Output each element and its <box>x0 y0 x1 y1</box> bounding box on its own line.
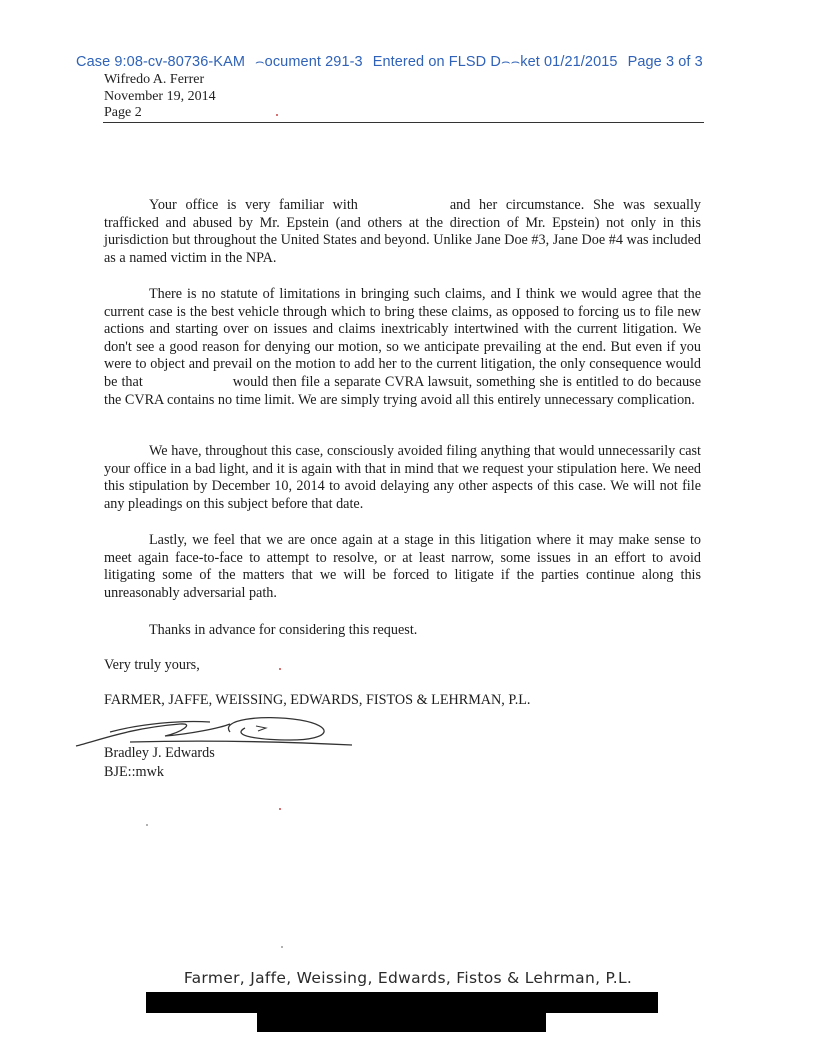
paragraph-2-start: There is no statute of limitations in bringing such claims, and I think we would agree that the current case is the best vehicle through which to bring these claims, as opposed to forcing us to file new actions and starting over on issues and claims inextricably intertwined with the current litigation. We don't see a good reason for denying our motion, so we anticipate prevailing at the end. But even if you were to object and prevail on the motion to add her to the current litigation, the only consequence would be that <box>104 286 701 390</box>
paragraph-5 <box>104 622 701 640</box>
paragraph-1-start: Your office is very familiar with <box>149 197 358 213</box>
stamp-case-number: Case 9:08-cv-80736-KAM <box>76 54 246 70</box>
redaction-bar <box>146 992 658 1013</box>
paragraph-2-rest: would then file a separate CVRA lawsuit, something she is entitled to do because the CVRA contains no time limit. We are simply trying avoid all this entirely unnecessary complication. <box>104 373 702 408</box>
scan-speck <box>281 946 283 948</box>
stamp-page-number: Page 3 of 3 <box>627 54 703 70</box>
paragraph-4 <box>104 532 701 602</box>
firm-name: FARMER, JAFFE, WEISSING, EDWARDS, FISTOS & LEHRMAN, P.L. <box>104 692 531 708</box>
typist-initials: BJE::mwk <box>104 764 164 780</box>
paragraph-4-text: Lastly, we feel that we are once again at a stage in this litigation where it may make sense to meet again face-to-face to attempt to resolve, or at least narrow, some issues in an effort to avoid litigating some of the matters that we will be forced to litigate if the parties continue along this unreasonably adversarial path. <box>104 532 701 601</box>
scan-speck <box>279 808 281 810</box>
scan-speck <box>279 668 281 670</box>
header-rule <box>103 122 704 123</box>
letter-header <box>104 72 216 122</box>
stamp-document-number: ⌢ocument 291-3 <box>255 54 363 70</box>
paragraph-3-text: We have, throughout this case, consciously avoided filing anything that would unnecessarily cast your office in a bad light, and it is again with that in mind that we request your stipulation here. We need this stipulation by December 10, 2014 to avoid delaying any other aspects of this case. We will not file any pleadings on this subject before that date. <box>104 443 701 512</box>
scan-speck <box>276 114 278 116</box>
paragraph-1 <box>104 197 701 267</box>
stamp-entered-date: Entered on FLSD D⌢⌢ket 01/21/2015 <box>372 54 618 70</box>
letter-date: November 19, 2014 <box>104 88 216 104</box>
paragraph-1-rest: and her circumstance. She was sexually trafficked and abused by Mr. Epstein (and others at the direction of Mr. Epstein) not only in this jurisdiction but throughout the United States and beyond. Unlike Jane Doe #3, Jane Doe #4 was included as a named victim in the NPA. <box>104 197 701 266</box>
paragraph-5-text: Thanks in advance for considering this request. <box>149 622 418 638</box>
paragraph-2 <box>104 286 701 409</box>
court-filing-stamp <box>76 54 806 70</box>
recipient-name: Wifredo A. Ferrer <box>104 72 205 87</box>
letterhead-footer: Farmer, Jaffe, Weissing, Edwards, Fistos & Lehrman, P.L. <box>183 969 633 987</box>
page-label: Page 2 <box>104 105 142 120</box>
redaction-bar <box>257 1012 546 1032</box>
salutation: Very truly yours, <box>104 657 200 673</box>
scan-speck <box>146 824 148 826</box>
paragraph-3 <box>104 443 701 513</box>
signer-name: Bradley J. Edwards <box>104 745 215 761</box>
